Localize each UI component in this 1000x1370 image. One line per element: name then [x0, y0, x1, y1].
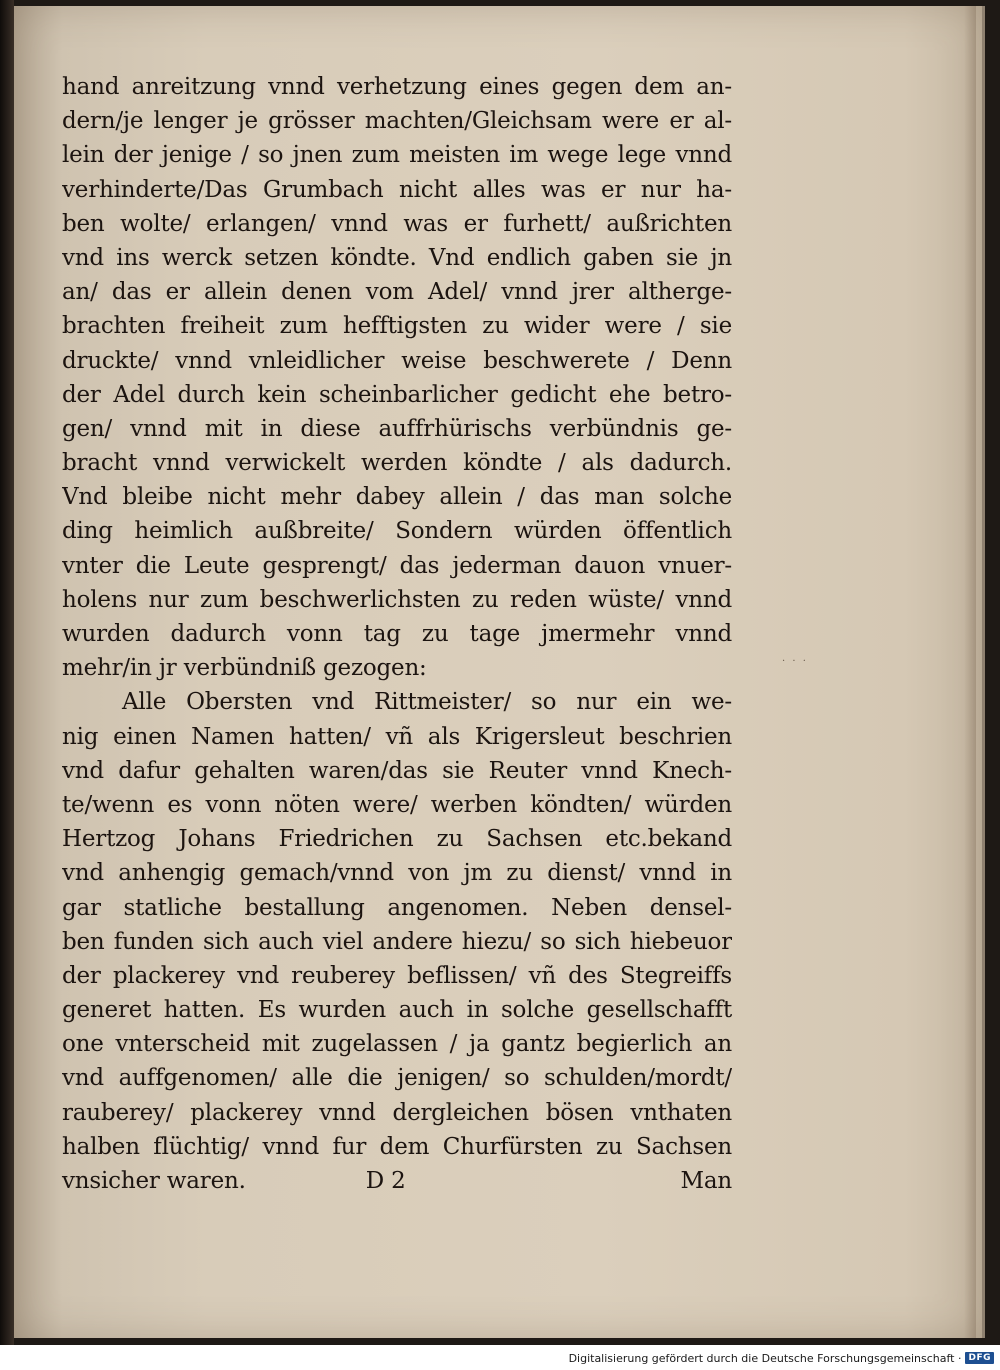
text-line: te/wenn es vonn nöten were/ werben köndten/ würden: [62, 791, 732, 818]
funding-note-text: Digitalisierung gefördert durch die Deutsche Forschungsgemeinschaft ·: [568, 1351, 962, 1365]
page-edge-shadow: [964, 6, 976, 1338]
text-line: gar statliche bestallung angenomen. Neben densel-: [62, 894, 732, 921]
text-line: generet hatten. Es wurden auch in solche gesellschafft: [62, 997, 732, 1024]
text-line: ben funden sich auch viel andere hiezu/ so sich hiebeuor: [62, 928, 732, 955]
signature-mark: D 2: [365, 1168, 406, 1194]
text-line: der plackerey vnd reuberey beflissen/ vñ des Stegreiffs: [62, 962, 732, 989]
text-line-paragraph-start: Alle Obersten vnd Rittmeister/ so nur ein we-: [122, 689, 732, 716]
text-line: halben flüchtig/ vnnd fur dem Churfürsten zu Sachsen: [62, 1133, 732, 1160]
text-line: ding heimlich außbreite/ Sondern würden öffentlich: [62, 518, 732, 545]
text-line: one vnterscheid mit zugelassen / ja gantz begierlich an: [62, 1031, 732, 1058]
text-line: Hertzog Johans Friedrichen zu Sachsen etc.bekand: [62, 826, 732, 853]
text-line: holens nur zum beschwerlichsten zu reden wüste/ vnnd: [62, 586, 732, 613]
text-line: der Adel durch kein scheinbarlicher gedicht ehe betro-: [62, 381, 732, 408]
margin-specks: · · ·: [782, 656, 808, 667]
dfg-logo-icon: DFG: [965, 1352, 994, 1364]
text-line: verhinderte/Das Grumbach nicht alles was er nur ha-: [62, 176, 732, 203]
text-line: lein der jenige / so jnen zum meisten im wege lege vnnd: [62, 142, 732, 169]
text-line: rauberey/ plackerey vnnd dergleichen bösen vnthaten: [62, 1099, 732, 1126]
page-text-block: [62, 70, 732, 1198]
text-line: Vnd bleibe nicht mehr dabey allein / das man solche: [62, 484, 732, 511]
text-line: ben wolte/ erlangen/ vnnd was er furhett/ außrichten: [62, 210, 732, 237]
text-line: vnd auffgenomen/ alle die jenigen/ so schulden/mordt/: [62, 1065, 732, 1092]
catchword: Man: [680, 1168, 732, 1194]
text-line: vnd ins werck setzen köndte. Vnd endlich gaben sie jn: [62, 244, 732, 271]
funding-footer: [569, 1350, 994, 1366]
text-line: bracht vnnd verwickelt werden köndte / als dadurch.: [62, 450, 732, 477]
text-line: wurden dadurch vonn tag zu tage jmermehr vnnd: [62, 621, 732, 647]
text-line: vnd dafur gehalten waren/das sie Reuter vnnd Knech-: [62, 757, 732, 784]
text-line: druckte/ vnnd vnleidlicher weise beschwerete / Denn: [62, 347, 732, 374]
text-line: an/ das er allein denen vom Adel/ vnnd jrer altherge-: [62, 279, 732, 306]
text-line: mehr/in jr verbündniß gezogen:: [62, 655, 427, 682]
text-line: vnter die Leute gesprengt/ das jederman dauon vnuer-: [62, 552, 732, 579]
text-line: nig einen Namen hatten/ vñ als Krigersleut beschrien: [62, 723, 732, 750]
text-line: dern/je lenger je grösser machten/Gleichsam were er al-: [62, 108, 732, 135]
book-spine-edge: [0, 0, 14, 1345]
final-text-line: vnsicher waren.: [62, 1168, 246, 1194]
text-line: gen/ vnnd mit in diese auffrhürischs verbündnis ge-: [62, 415, 732, 442]
text-line: vnd anhengig gemach/vnnd von jm zu dienst/ vnnd in: [62, 860, 732, 887]
text-line: hand anreitzung vnnd verhetzung eines gegen dem an-: [62, 74, 732, 100]
text-line: brachten freiheit zum hefftigsten zu wider were / sie: [62, 313, 732, 340]
page-footer-line: [62, 1164, 732, 1198]
